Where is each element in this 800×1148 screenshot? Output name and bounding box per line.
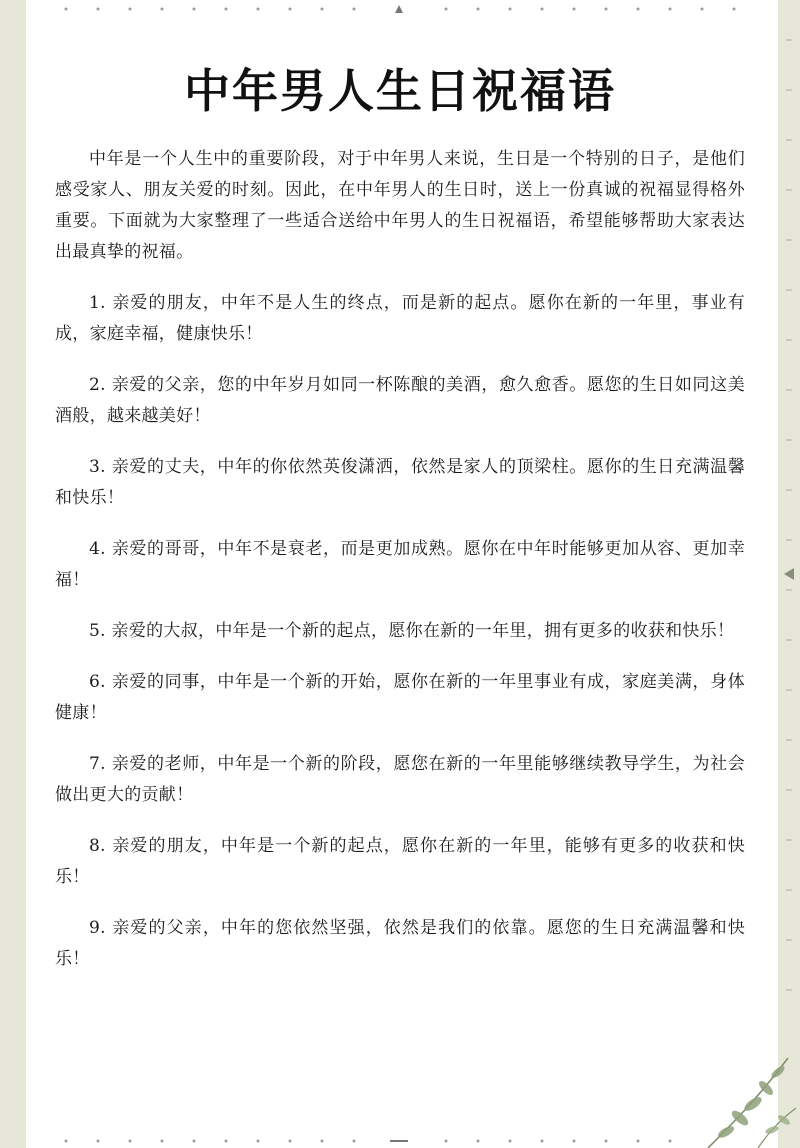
blessing-item-5: 5. 亲爱的大叔，中年是一个新的起点，愿你在新的一年里，拥有更多的收获和快乐！ [89,621,735,641]
blessing-item-9: 9. 亲爱的父亲，中年的您依然坚强，依然是我们的依靠。愿您的生日充满温馨和快乐！ [55,918,745,969]
intro-paragraph: 中年是一个人生中的重要阶段，对于中年男人来说，生日是一个特别的日子，是他们感受家人、朋友关爱的时刻。因此，在中年男人的生日时，送上一份真诚的祝福显得格外重要。下面就为大家整理了一些适合送给中年男人的生日祝福语，希望能够帮助大家表达出最真挚的祝福。 [55,149,745,262]
blessing-item-3: 3. 亲爱的丈夫，中年的你依然英俊潇洒，依然是家人的顶梁柱。愿你的生日充满温馨和快乐！ [55,457,745,508]
blessing-item-1: 1. 亲爱的朋友，中年不是人生的终点，而是新的起点。愿你在新的一年里，事业有成，家庭幸福，健康快乐！ [55,293,745,344]
top-dotted-border [26,4,778,14]
bottom-dotted-border [26,1136,778,1146]
leaf-branch-icon [688,1038,798,1148]
right-ruler-ticks [778,0,800,1148]
blessing-item-2: 2. 亲爱的父亲，您的中年岁月如同一杯陈酿的美酒，愈久愈香。愿您的生日如同这美酒般，越来越美好！ [55,375,745,426]
blessing-item-7: 7. 亲爱的老师，中年是一个新的阶段，愿您在新的一年里能够继续教导学生，为社会做出更大的贡献！ [55,754,745,805]
blessing-item-4: 4. 亲爱的哥哥，中年不是衰老，而是更加成熟。愿你在中年时能够更加从容、更加幸福！ [55,539,745,590]
blessing-item-8: 8. 亲爱的朋友，中年是一个新的起点，愿你在新的一年里，能够有更多的收获和快乐！ [55,836,745,887]
page-title: 中年男人生日祝福语 [184,64,616,118]
blessing-item-6: 6. 亲爱的同事，中年是一个新的开始，愿你在新的一年里事业有成，家庭美满，身体健康！ [55,672,745,723]
document-body [55,144,745,995]
